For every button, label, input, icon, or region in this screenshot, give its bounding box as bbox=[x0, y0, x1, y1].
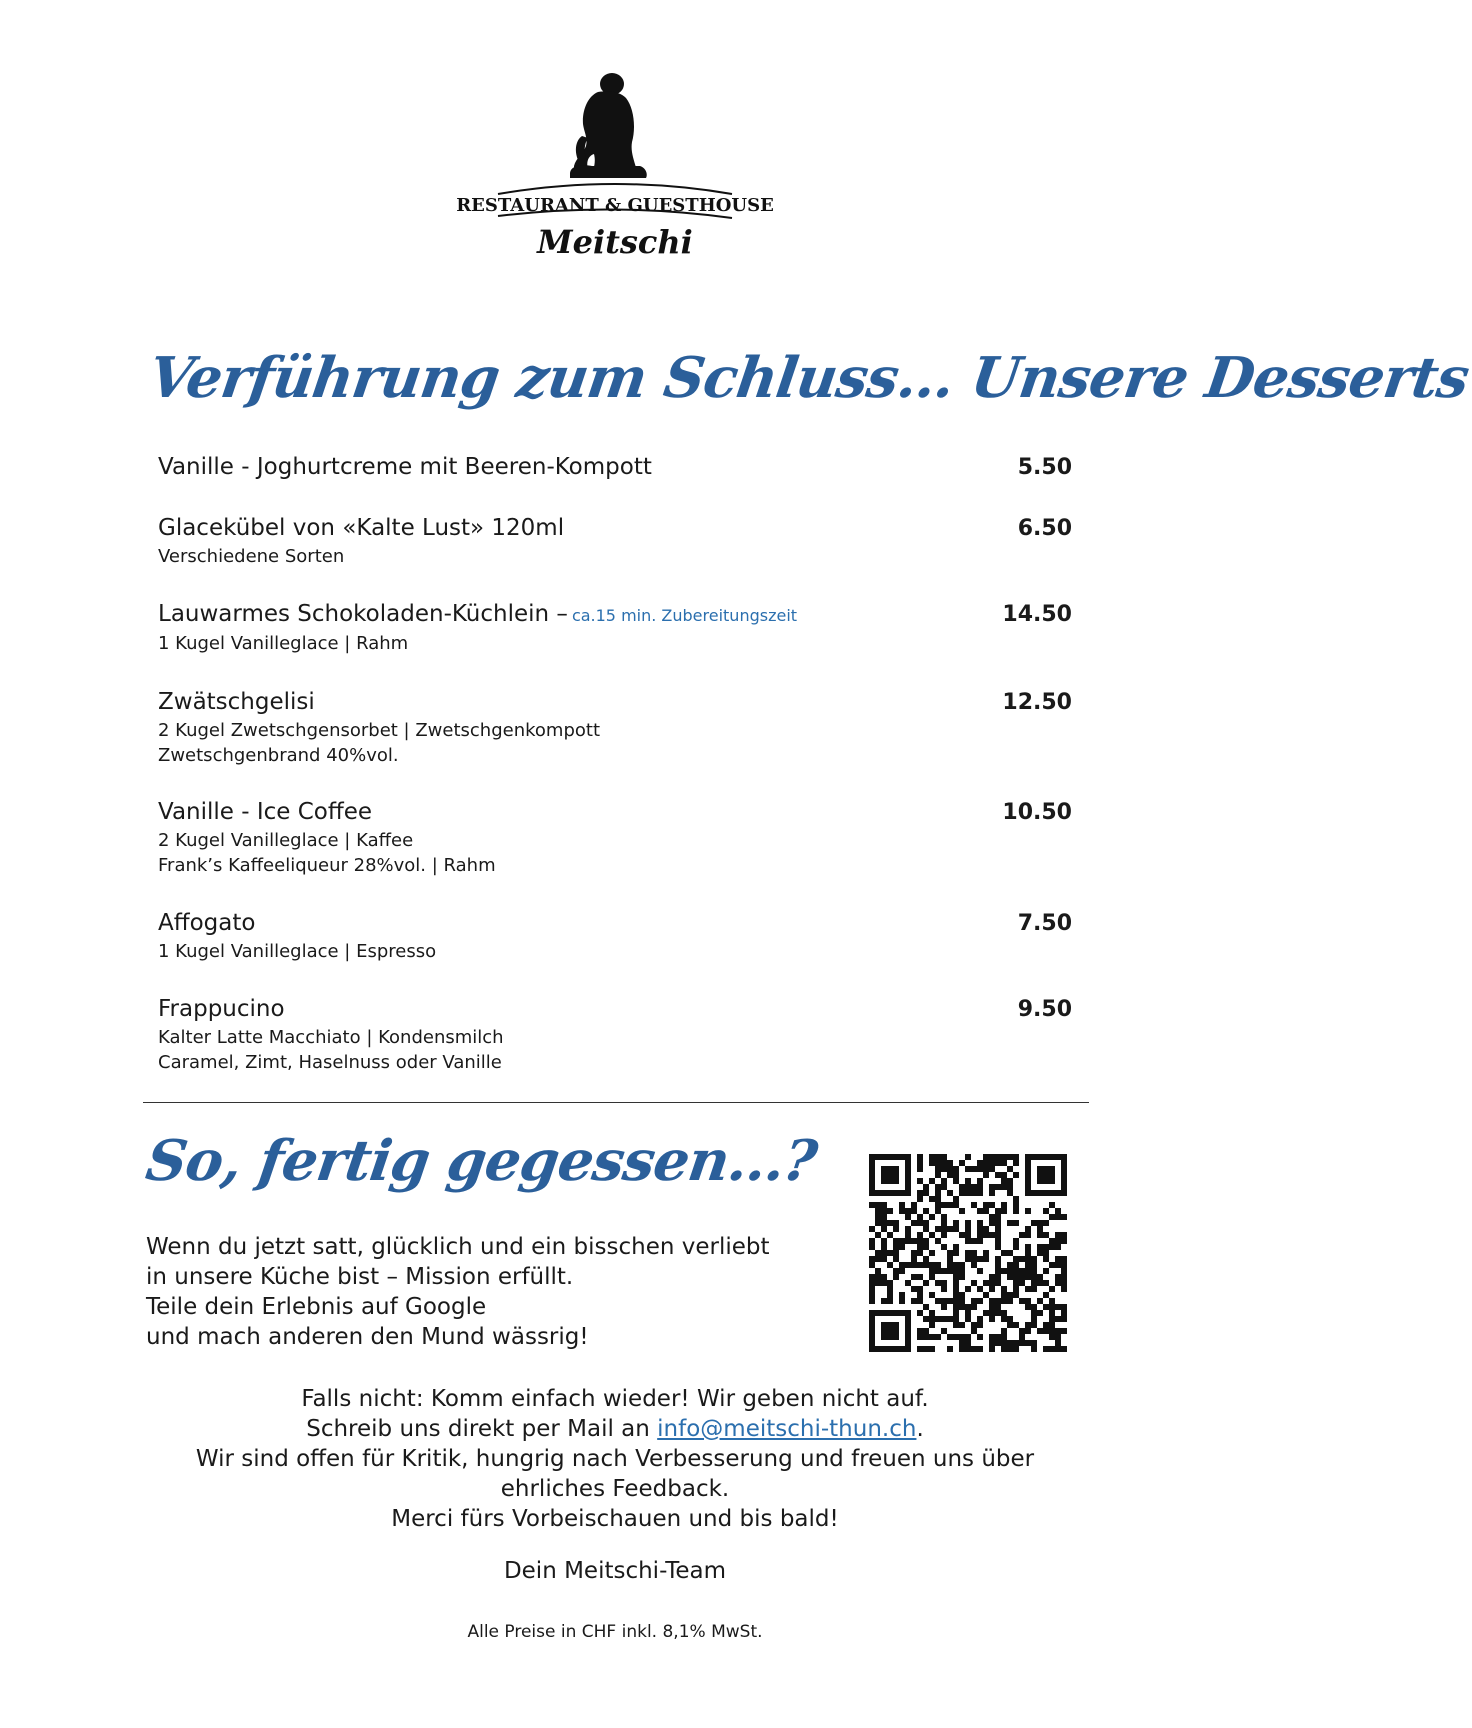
menu-item-name: Affogato bbox=[158, 910, 256, 936]
menu-item-name: Frappucino bbox=[158, 996, 285, 1022]
menu-item-name: Vanille - Joghurtcreme mit Beeren-Kompott bbox=[158, 454, 652, 480]
closing-line: Wir sind offen für Kritik, hungrig nach Verbesserung und freuen uns über bbox=[195, 1446, 1035, 1472]
menu-item-price: 9.50 bbox=[1017, 997, 1072, 1022]
menu-item bbox=[158, 994, 1072, 1075]
menu-item bbox=[158, 452, 1072, 483]
menu-item bbox=[158, 599, 1072, 656]
logo-text-meitschi: Meitschi bbox=[537, 223, 693, 261]
menu-item-price: 14.50 bbox=[1002, 602, 1072, 627]
menu-item-description: 1 Kugel Vanilleglace | Rahm bbox=[158, 633, 409, 654]
desserts-heading: Verführung zum Schluss... Unsere Desserts bbox=[145, 345, 1472, 411]
menu-item-description: Caramel, Zimt, Haselnuss oder Vanille bbox=[158, 1052, 502, 1073]
menu-item-description: Verschiedene Sorten bbox=[158, 546, 345, 567]
menu-item-price: 5.50 bbox=[1017, 455, 1072, 480]
menu-item-description: 2 Kugel Vanilleglace | Kaffee bbox=[158, 830, 414, 851]
logo-text-restaurant: RESTAURANT & GUESTHOUSE bbox=[456, 195, 774, 216]
menu-item-name: Vanille - Ice Coffee bbox=[158, 799, 373, 825]
feedback-line: Teile dein Erlebnis auf Google bbox=[146, 1294, 487, 1320]
menu-item bbox=[158, 797, 1072, 878]
qr-code-icon[interactable] bbox=[869, 1154, 1067, 1352]
restaurant-logo bbox=[456, 66, 774, 266]
menu-item-price: 12.50 bbox=[1002, 690, 1072, 715]
menu-item-price: 7.50 bbox=[1017, 911, 1072, 936]
feedback-text bbox=[146, 1232, 806, 1352]
menu-item-description: 2 Kugel Zwetschgensorbet | Zwetschgenkompott bbox=[158, 720, 601, 741]
feedback-line: und mach anderen den Mund wässrig! bbox=[146, 1324, 589, 1350]
menu-item-name-text: Lauwarmes Schokoladen-Küchlein – bbox=[158, 601, 568, 627]
menu-item-description: Zwetschgenbrand 40%vol. bbox=[158, 745, 399, 766]
price-footnote: Alle Preise in CHF inkl. 8,1% MwSt. bbox=[467, 1622, 763, 1642]
menu-item bbox=[158, 908, 1072, 964]
menu-item bbox=[158, 687, 1072, 768]
menu-item-description: Kalter Latte Macchiato | Kondensmilch bbox=[158, 1027, 504, 1048]
team-signature: Dein Meitschi-Team bbox=[503, 1558, 727, 1584]
closing-text bbox=[140, 1384, 1090, 1534]
closing-line: Merci fürs Vorbeischauen und bis bald! bbox=[391, 1506, 839, 1532]
feedback-line: in unsere Küche bist – Mission erfüllt. bbox=[146, 1264, 574, 1290]
feedback-line: Wenn du jetzt satt, glücklich und ein bisschen verliebt bbox=[146, 1234, 770, 1260]
menu-item bbox=[158, 513, 1072, 569]
section-divider bbox=[143, 1102, 1089, 1103]
closing-line-suffix: . bbox=[916, 1416, 924, 1442]
menu-item-name: Zwätschgelisi bbox=[158, 689, 315, 715]
menu-item-name bbox=[158, 599, 797, 631]
menu-item-price: 6.50 bbox=[1017, 516, 1072, 541]
closing-line-prefix: Schreib uns direkt per Mail an bbox=[306, 1416, 658, 1442]
feedback-heading: So, fertig gegessen...? bbox=[142, 1128, 821, 1194]
closing-line: ehrliches Feedback. bbox=[500, 1476, 730, 1502]
qr-code-graphic bbox=[869, 1154, 1067, 1352]
dessert-menu bbox=[158, 452, 1072, 1075]
closing-line: Falls nicht: Komm einfach wieder! Wir geben nicht auf. bbox=[301, 1386, 929, 1412]
menu-item-name: Glacekübel von «Kalte Lust» 120ml bbox=[158, 515, 565, 541]
woman-silhouette-icon bbox=[456, 66, 774, 266]
preparation-time-note: ca.15 min. Zubereitungszeit bbox=[571, 606, 798, 625]
closing-line-email bbox=[140, 1414, 1090, 1444]
menu-item-description: Frank’s Kaffeeliqueur 28%vol. | Rahm bbox=[158, 855, 496, 876]
menu-item-description: 1 Kugel Vanilleglace | Espresso bbox=[158, 941, 437, 962]
menu-item-price: 10.50 bbox=[1002, 800, 1072, 825]
email-link[interactable]: info@meitschi-thun.ch bbox=[657, 1416, 917, 1442]
